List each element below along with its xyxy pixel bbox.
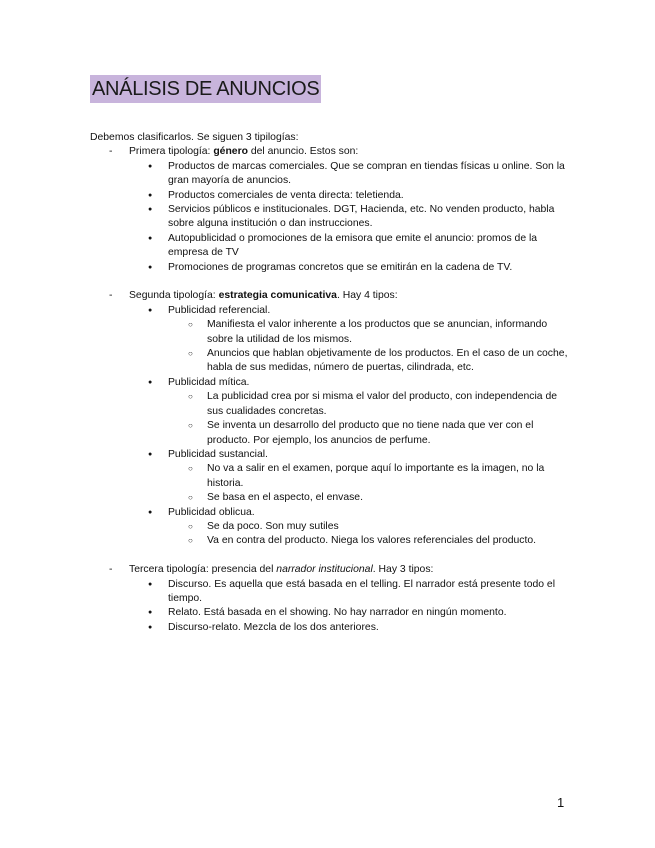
typology-2-pre: Segunda tipología: [129,290,219,302]
typology-1-emphasis: género [213,146,248,158]
typology-3-pre: Tercera tipología: presencia del [129,564,277,576]
typology-1-post: del anuncio. Estos son: [247,146,359,158]
typology-3-emphasis: narrador institucional [276,564,373,576]
sub-list [168,462,570,505]
list-item: ● Servicios públicos e institucionales. DGT, Hacienda, etc. No venden producto, habla sobre alguna institución o dan instrucciones. [129,203,570,232]
typology-2-post: . Hay 4 tipos: [336,290,398,302]
list-item [129,376,570,448]
document-body [90,131,570,635]
sub-list-item: ○ Se basa en el aspecto, el envase. [168,491,570,505]
typology-item-1 [90,145,570,275]
sub-list [168,520,570,549]
list-item: ● Relato. Está basada en el showing. No hay narrador en ningún momento. [129,606,570,620]
sub-list-item: ○ La publicidad crea por si misma el valor del producto, con independencia de sus cualidades concretas. [168,390,570,419]
list-item: ● Discurso-relato. Mezcla de los dos anteriores. [129,621,570,635]
group-label: Publicidad mítica. [168,376,250,388]
sub-list-item: ○ No va a salir en el examen, porque aquí lo importante es la imagen, no la historia. [168,462,570,491]
sub-list-item: ○ Se da poco. Son muy sutiles [168,520,570,534]
list-item [129,448,570,506]
sub-list-item: ○ Anuncios que hablan objetivamente de los productos. En el caso de un coche, habla de sus medidas, número de puertas, cilindrada, etc. [168,347,570,376]
intro-text: Debemos clasificarlos. Se siguen 3 tipilogías: [90,132,299,143]
typology-item-2 [90,289,570,548]
list-item [129,506,570,549]
sub-list-item: ○ Manifiesta el valor inherente a los productos que se anuncian, informando sobre la utilidad de los mismos. [168,318,570,347]
typology-3-post: . Hay 3 tipos: [372,564,434,576]
group-label: Publicidad sustancial. [168,448,268,460]
page-title: ANÁLISIS DE ANUNCIOS [90,75,321,103]
list-item: ● Discurso. Es aquella que está basada en el telling. El narrador está presente todo el tiempo. [129,578,570,607]
typology-3-list [129,578,570,636]
typology-1-list [129,160,570,275]
typology-2-list [129,304,570,549]
typology-2-emphasis: estrategia comunicativa [218,290,337,302]
sub-list [168,318,570,376]
list-item [129,304,570,376]
typology-list [90,145,570,635]
sub-list-item: ○ Se inventa un desarrollo del producto que no tiene nada que ver con el producto. Por ejemplo, los anuncios de perfume. [168,419,570,448]
sub-list-item: ○ Va en contra del producto. Niega los valores referenciales del producto. [168,534,570,548]
group-label: Publicidad referencial. [168,304,271,316]
list-item: ● Autopublicidad o promociones de la emisora que emite el anuncio: promos de la empresa de TV [129,232,570,261]
sub-list [168,390,570,448]
group-label: Publicidad oblicua. [168,506,255,518]
page-number: 1 [557,795,565,810]
typology-item-3 [90,563,570,635]
list-item: ● Productos de marcas comerciales. Que se compran en tiendas físicas u online. Son la gran mayoría de anuncios. [129,160,570,189]
list-item: ● Promociones de programas concretos que se emitirán en la cadena de TV. [129,261,570,275]
typology-1-pre: Primera tipología: [129,146,214,158]
list-item: ● Productos comerciales de venta directa: teletienda. [129,189,570,203]
